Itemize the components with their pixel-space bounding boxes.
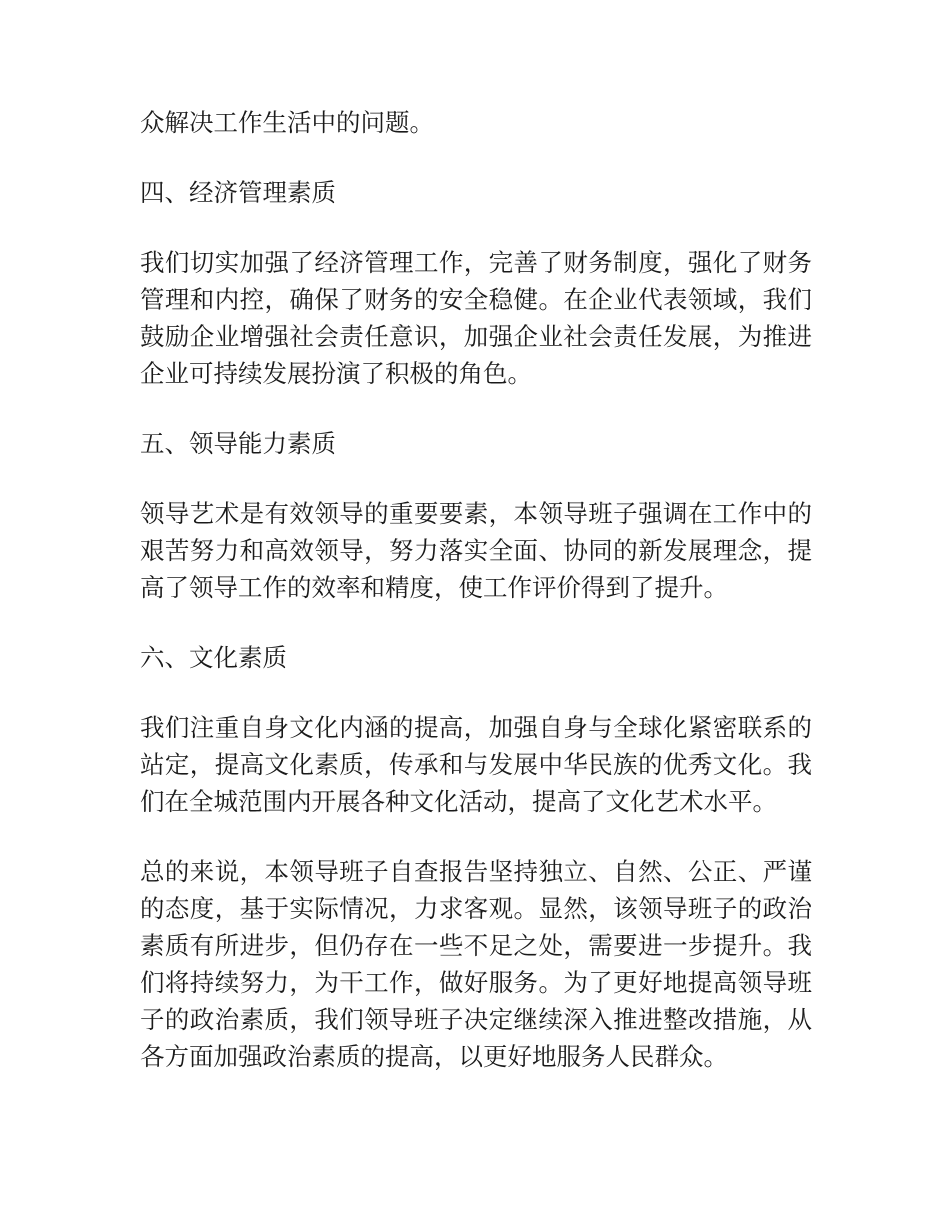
paragraph-culture: 我们注重自身文化内涵的提高，加强自身与全球化紧密联系的站定，提高文化素质，传承和与发展中华民族的优秀文化。我们在全城范围内开展各种文化活动，提高了文化艺术水平。	[140, 713, 812, 816]
paragraph-leadership: 领导艺术是有效领导的重要要素，本领导班子强调在工作中的艰苦努力和高效领导，努力落实全面、协同的新发展理念，提高了领导工作的效率和精度，使工作评价得到了提升。	[140, 499, 812, 602]
paragraph-conclusion: 总的来说，本领导班子自查报告坚持独立、自然、公正、严谨的态度，基于实际情况，力求客观。显然，该领导班子的政治素质有所进步，但仍存在一些不足之处，需要进一步提升。我们将持续努力，为干工作，做好服务。为了更好地提高领导班子的政治素质，我们领导班子决定继续深入推进整改措施，从各方面加强政治素质的提高，以更好地服务人民群众。	[140, 857, 812, 1071]
paragraph-economic-management: 我们切实加强了经济管理工作，完善了财务制度，强化了财务管理和内控，确保了财务的安全稳健。在企业代表领域，我们鼓励企业增强社会责任意识，加强企业社会责任发展，为推进企业可持续发展扮演了积极的角色。	[140, 248, 812, 388]
paragraph-continuation: 众解决工作生活中的问题。	[140, 108, 434, 137]
section-heading-economic-management: 四、经济管理素质	[140, 178, 336, 207]
document-body	[140, 104, 812, 1075]
section-heading-culture: 六、文化素质	[140, 643, 287, 672]
section-heading-leadership: 五、领导能力素质	[140, 429, 336, 458]
